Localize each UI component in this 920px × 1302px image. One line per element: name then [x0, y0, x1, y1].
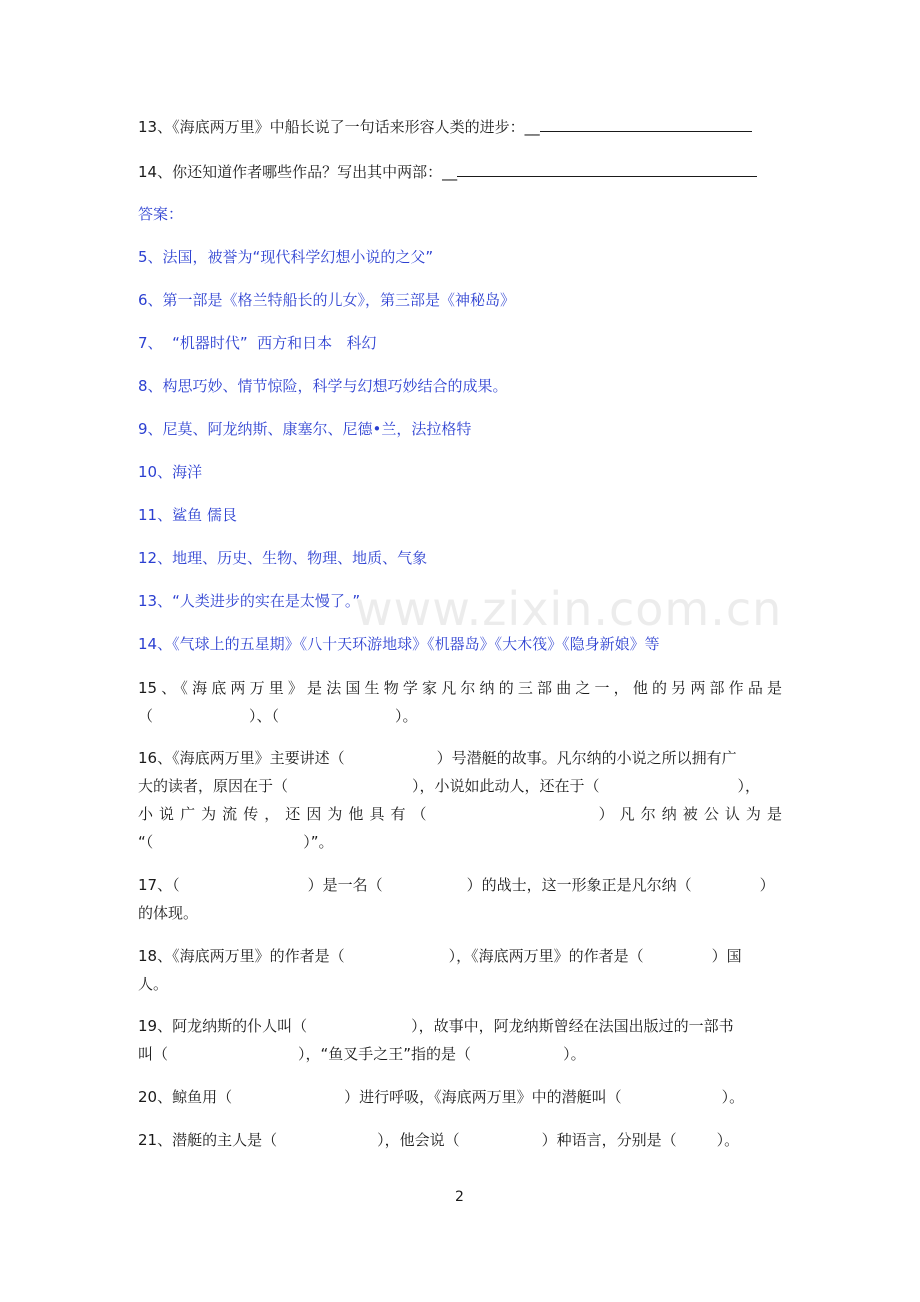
answer-8: 8、构思巧妙、情节惊险，科学与幻想巧妙结合的成果。	[138, 377, 508, 395]
answers-heading: 答案：	[138, 205, 184, 223]
question-15-line-1: 15、《海底两万里》是法国生物学家凡尔纳的三部曲之一，他的另两部作品是	[138, 679, 782, 697]
question-15-line-2: （ ）、（ ）。	[138, 707, 418, 725]
question-14: 14、你还知道作者哪些作品？写出其中两部：__	[138, 162, 757, 181]
page-number: 2	[455, 1189, 464, 1205]
question-19-line-1: 19、阿龙纳斯的仆人叫（ ），故事中，阿龙纳斯曾经在法国出版过的一部书	[138, 1017, 734, 1035]
answer-14: 14、《气球上的五星期》《八十天环游地球》《机器岛》《大木筏》《隐身新娘》等	[138, 635, 660, 653]
answer-10: 10、海洋	[138, 463, 203, 481]
answer-7: 7、 “机器时代” 西方和日本 科幻	[138, 334, 377, 352]
question-17-line-1: 17、（ ）是一名（ ）的战士，这一形象正是凡尔纳（ ）	[138, 876, 775, 894]
question-18-line-2: 人。	[138, 975, 169, 993]
question-16-line-3: 小说广为流传，还因为他具有（ ）凡尔纳被公认为是	[138, 805, 782, 823]
answer-11: 11、鲨鱼 儒艮	[138, 506, 237, 524]
question-13: 13、《海底两万里》中船长说了一句话来形容人类的进步：__	[138, 117, 752, 136]
question-17-line-2: 的体现。	[138, 904, 199, 922]
question-18-line-1: 18、《海底两万里》的作者是（ ），《海底两万里》的作者是（ ）国	[138, 947, 742, 965]
answer-9: 9、尼莫、阿龙纳斯、康塞尔、尼德•兰，法拉格特	[138, 420, 472, 438]
question-21: 21、潜艇的主人是（ ），他会说（ ）种语言，分别是（ ）。	[138, 1131, 740, 1149]
answer-6: 6、第一部是《格兰特船长的儿女》，第三部是《神秘岛》	[138, 291, 516, 309]
answer-5: 5、法国，被誉为“现代科学幻想小说的之父”	[138, 248, 434, 266]
answer-blank[interactable]	[457, 162, 757, 177]
answer-12: 12、地理、历史、生物、物理、地质、气象	[138, 549, 428, 567]
question-20: 20、鲸鱼用（ ）进行呼吸，《海底两万里》中的潜艇叫（ ）。	[138, 1088, 745, 1106]
watermark: www.zixin.com.cn	[355, 582, 783, 636]
question-16-line-2: 大的读者，原因在于（ ），小说如此动人，还在于（ ），	[138, 777, 761, 795]
question-16-line-4: “（ ）”。	[138, 833, 334, 851]
answer-13: 13、“人类进步的实在是太慢了。”	[138, 592, 361, 610]
question-16-line-1: 16、《海底两万里》主要讲述（ ）号潜艇的故事。凡尔纳的小说之所以拥有广	[138, 749, 737, 767]
answer-blank[interactable]	[540, 117, 752, 132]
question-19-line-2: 叫（ ），“鱼叉手之王”指的是（ ）。	[138, 1045, 586, 1063]
